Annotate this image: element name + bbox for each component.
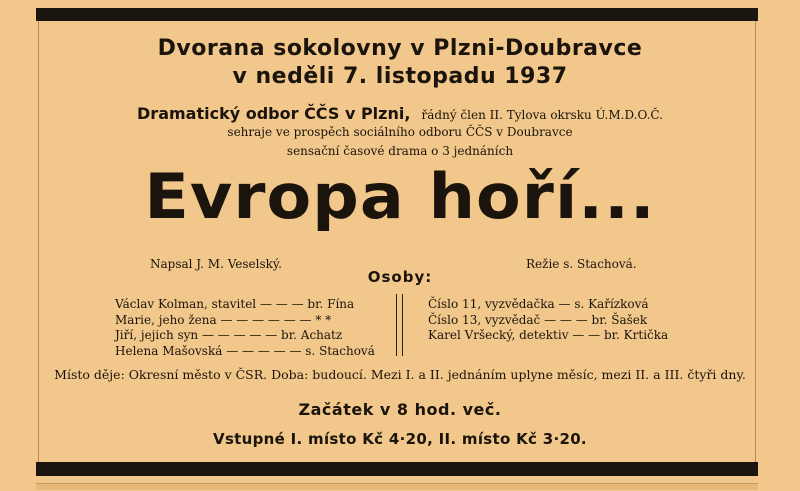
cast-row: Marie, jeho žena — — — — — — * * — [115, 312, 332, 327]
cast-row: Helena Mašovská — — — — — s. Stachová — [115, 343, 375, 358]
start-time: Začátek v 8 hod. več. — [298, 400, 502, 419]
ticket-prices: Vstupné I. místo Kč 4·20, II. místo Kč 3·20. — [213, 430, 587, 448]
performance-note: sehraje ve prospěch sociálního odboru ČČS v Doubravce — [227, 125, 573, 139]
organizer-membership: řádný člen II. Tylova okrsku Ú.M.D.O.Č. — [421, 108, 663, 122]
cast-row: Václav Kolman, stavitel — — — br. Fína — [115, 297, 355, 311]
setting-description: Místo děje: Okresní město v ČSR. Doba: budoucí. Mezi I. a II. jednáním uplyne měsíc, mezi II. a III. čtyři dny. — [54, 367, 746, 382]
venue-heading: Dvorana sokolovny v Plzni-Doubravce — [157, 36, 643, 61]
organizer-name: Dramatický odbor ČČS v Plzni, — [137, 104, 411, 123]
cast-list-right — [428, 297, 668, 344]
top-border-bar — [36, 8, 758, 21]
cast-row: Karel Vršecký, detektiv — — br. Krtička — [428, 328, 669, 342]
cast-row: Číslo 13, vyzvědač — — — br. Šašek — [428, 312, 648, 327]
cast-row: Číslo 11, vyzvědačka — s. Kařízková — [428, 297, 649, 311]
date-heading: v neděli 7. listopadu 1937 — [232, 64, 568, 89]
direction-credit: Režie s. Stachová. — [526, 257, 637, 271]
genre-note: sensační časové drama o 3 jednáních — [286, 144, 514, 158]
bottom-border-bar — [36, 462, 758, 476]
cast-list-left — [115, 297, 375, 359]
play-title: Evropa hoří... — [144, 160, 656, 233]
author-credit: Napsal J. M. Veselský. — [150, 257, 282, 271]
cast-divider — [396, 294, 403, 356]
bottom-paper-strip — [36, 483, 758, 490]
cast-row: Jiří, jejich syn — — — — — br. Achatz — [115, 328, 343, 342]
cast-heading: Osoby: — [367, 268, 433, 286]
organizer-line — [0, 104, 800, 123]
